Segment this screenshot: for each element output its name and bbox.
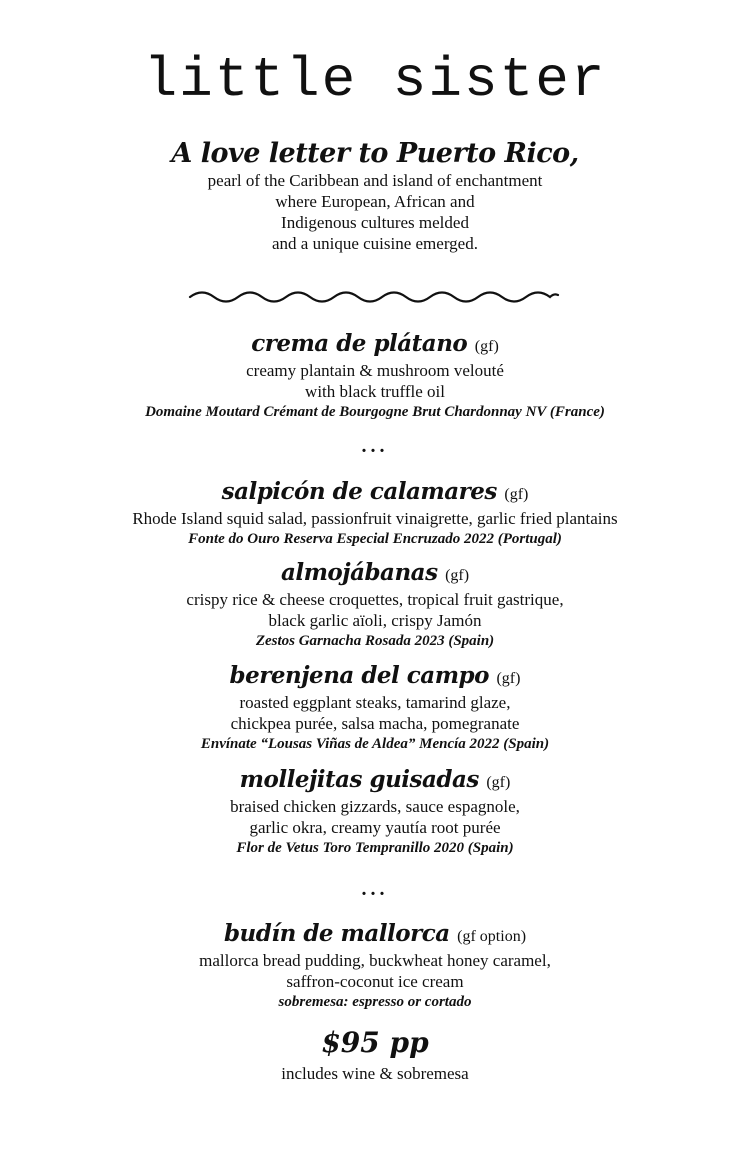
course-description-line: with black truffle oil	[305, 382, 445, 401]
course-item	[0, 479, 750, 550]
course-description-line: mallorca bread pudding, buckwheat honey caramel,	[199, 951, 551, 970]
wine-pairing: Zestos Garnacha Rosada 2023 (Spain)	[255, 633, 495, 649]
sobremesa-note: sobremesa: espresso or cortado	[278, 994, 472, 1010]
course-item	[0, 767, 750, 859]
diet-tag: (gf)	[496, 670, 521, 687]
wine-pairing: Domaine Moutard Crémant de Bourgogne Brut Chardonnay NV (France)	[145, 404, 605, 420]
diet-tag: (gf option)	[457, 928, 527, 945]
diet-tag: (gf)	[504, 486, 529, 503]
course-description-line: garlic okra, creamy yautía root purée	[249, 818, 501, 837]
course-description-line: braised chicken gizzards, sauce espagnole,	[230, 797, 520, 816]
course-item	[0, 331, 750, 423]
wine-pairing: Flor de Vetus Toro Tempranillo 2020 (Spain)	[236, 840, 514, 856]
course-name: salpicón de calamares	[221, 478, 497, 505]
course-description-line: roasted eggplant steaks, tamarind glaze,	[239, 693, 511, 712]
intro-line: Indigenous cultures melded	[281, 213, 469, 232]
tagline: A love letter to Puerto Rico,	[171, 138, 579, 169]
course-item	[0, 560, 750, 652]
section-separator: ...	[361, 878, 389, 900]
course-item	[0, 663, 750, 755]
wine-pairing: Fonte do Ouro Reserva Especial Encruzado 2022 (Portugal)	[188, 531, 562, 547]
intro-line: pearl of the Caribbean and island of enchantment	[207, 171, 543, 190]
wine-pairing: Envínate “Lousas Viñas de Aldea” Mencía 2022 (Spain)	[200, 736, 550, 752]
course-name: berenjena del campo	[229, 662, 489, 689]
course-item	[0, 921, 750, 1013]
course-description-line: saffron-coconut ice cream	[286, 972, 464, 991]
diet-tag: (gf)	[445, 567, 470, 584]
price-note: includes wine & sobremesa	[281, 1064, 469, 1083]
course-name: budín de mallorca	[223, 920, 450, 947]
diet-tag: (gf)	[474, 338, 499, 355]
course-description-line: Rhode Island squid salad, passionfruit vinaigrette, garlic fried plantains	[132, 509, 618, 528]
course-name: almojábanas	[280, 559, 438, 586]
course-name: crema de plátano	[251, 330, 468, 357]
section-separator: ...	[361, 435, 389, 457]
course-description-line: black garlic aïoli, crispy Jamón	[268, 611, 482, 630]
intro-text	[0, 170, 750, 254]
diet-tag: (gf)	[486, 774, 511, 791]
restaurant-name: little sister	[143, 48, 607, 112]
intro-line: where European, African and	[275, 192, 475, 211]
course-description-line: chickpea purée, salsa macha, pomegranate	[230, 714, 520, 733]
course-description-line: creamy plantain & mushroom velouté	[246, 361, 504, 380]
wave-line	[190, 293, 558, 302]
wave-divider-icon	[188, 286, 560, 308]
price: $95 pp	[321, 1026, 429, 1059]
course-description-line: crispy rice & cheese croquettes, tropical fruit gastrique,	[186, 590, 564, 609]
intro-line: and a unique cuisine emerged.	[272, 234, 478, 253]
course-name: mollejitas guisadas	[239, 766, 479, 793]
